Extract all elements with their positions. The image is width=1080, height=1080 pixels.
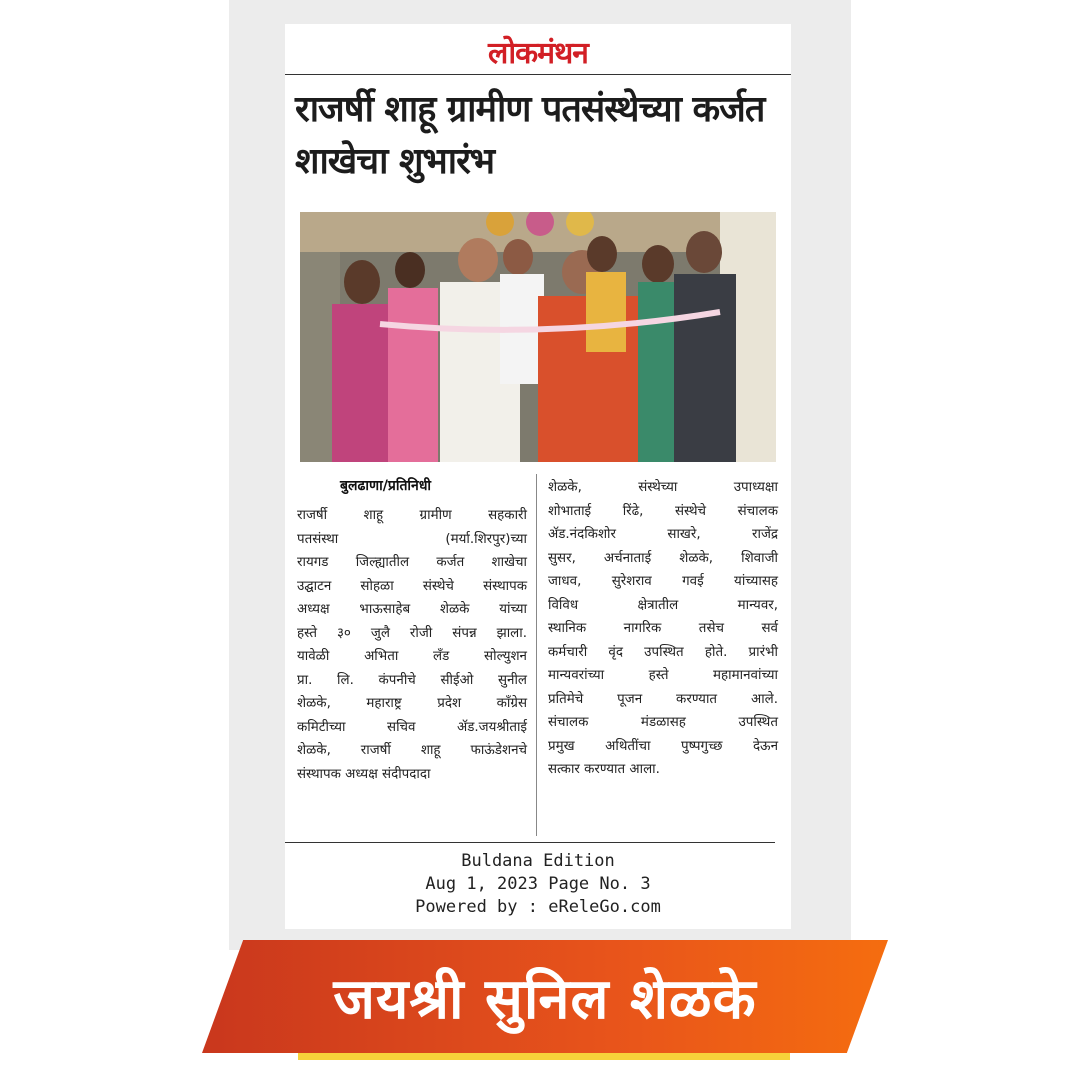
banner-underline <box>298 1053 790 1060</box>
article-line: हस्ते ३० जुलै रोजी संपन्न झाला. <box>297 625 527 641</box>
column-divider <box>536 474 537 836</box>
article-line: ॲड.नंदकिशोर साखरे, राजेंद्र <box>548 527 778 542</box>
article-line: सुसर, अर्चनाताई शेळके, शिवाजी <box>548 550 778 566</box>
article-column-right <box>548 476 778 782</box>
article-column-left <box>297 504 527 786</box>
footer-rule <box>285 842 775 843</box>
article-line: रायगड जिल्ह्यातील कर्जत शाखेचा <box>297 555 527 570</box>
newspaper-masthead: लोकमंथन <box>488 36 588 71</box>
article-line: जाधव, सुरेशराव गवई यांच्यासह <box>548 574 778 589</box>
newspaper-clipping <box>285 24 791 929</box>
edition-date-page: Aug 1, 2023 Page No. 3 <box>425 874 651 894</box>
article-line: उद्घाटन सोहळा संस्थेचे संस्थापक <box>297 578 527 594</box>
article-line: यावेळी अभिता लँड सोल्युशन <box>297 649 527 664</box>
article-line: शेळके, संस्थेच्या उपाध्यक्षा <box>548 480 778 495</box>
edition-powered-by: Powered by : eReleGo.com <box>415 897 661 917</box>
article-line: प्रतिमेचे पूजन करण्यात आले. <box>548 691 778 707</box>
article-line: अध्यक्ष भाऊसाहेब शेळके यांच्या <box>297 602 527 617</box>
article-byline: बुलढाणा/प्रतिनिधी <box>340 478 432 494</box>
article-line: मान्यवरांच्या हस्ते महामानवांच्या <box>548 668 778 683</box>
article-line: राजर्षी शाहू ग्रामीण सहकारी <box>297 508 527 523</box>
article-line: प्रमुख अथितींचा पुष्पगुच्छ देऊन <box>548 738 778 754</box>
edition-info <box>285 850 791 919</box>
article-line: कमिटीच्या सचिव ॲड.जयश्रीताई <box>297 719 527 735</box>
ribbon-cutting-photo <box>300 212 776 462</box>
article-line: शोभाताई रिंढे, संस्थेचे संचालक <box>548 503 778 519</box>
article-headline: राजर्षी शाहू ग्रामीण पतसंस्थेच्या कर्जत शाखेचा शुभारंभ <box>295 89 765 182</box>
article-line: स्थानिक नागरिक तसेच सर्व <box>548 621 778 636</box>
article-line: संचालक मंडळासह उपस्थित <box>548 715 778 730</box>
article-line: विविध क्षेत्रातील मान्यवर, <box>548 597 778 613</box>
article-line: प्रा. लि. कंपनीचे सीईओ सुनील <box>297 672 527 688</box>
article-line: कर्मचारी वृंद उपस्थित होते. प्रारंभी <box>548 644 778 660</box>
masthead-rule <box>285 74 791 75</box>
edition-name: Buldana Edition <box>461 851 615 871</box>
article-line: सत्कार करण्यात आला. <box>548 762 660 777</box>
article-line: शेळके, राजर्षी शाहू फाऊंडेशनचे <box>297 743 527 758</box>
article-line: पतसंस्था (मर्या.शिरपुर)च्या <box>297 531 527 547</box>
name-banner-text: जयश्री सुनिल शेळके <box>333 966 757 1032</box>
article-line: संस्थापक अध्यक्ष संदीपदादा <box>297 766 431 782</box>
article-line: शेळके, महाराष्ट्र प्रदेश काँग्रेस <box>297 696 527 711</box>
